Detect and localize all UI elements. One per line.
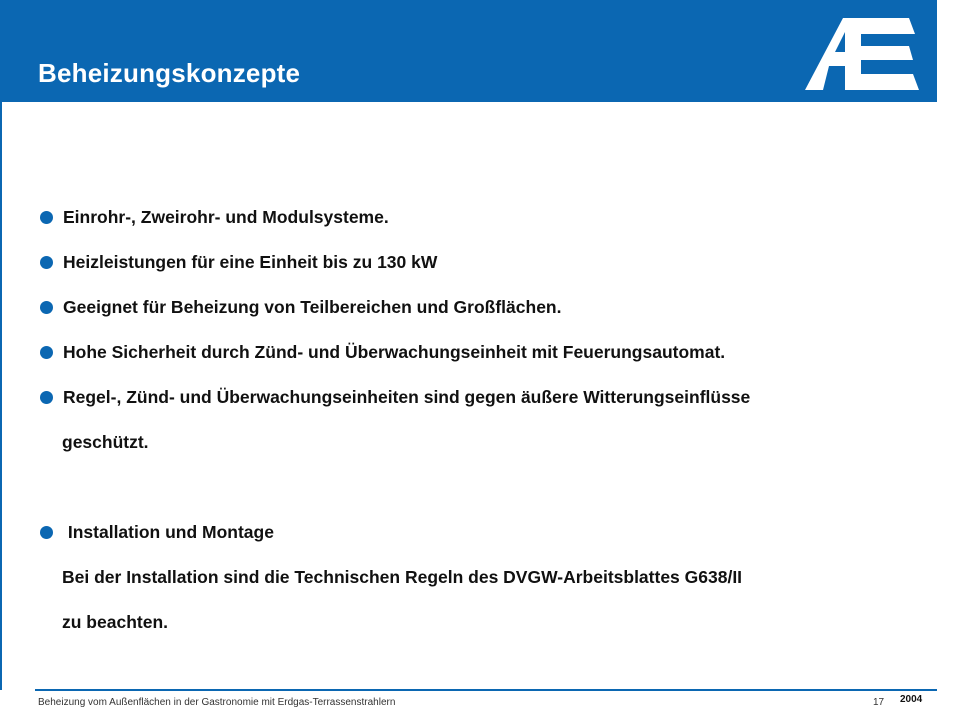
- bullet-continuation: Bei der Installation sind die Technischen Regeln des DVGW-Arbeitsblattes G638/II: [62, 567, 743, 587]
- footer-divider: [35, 689, 937, 691]
- bullet-item: Hohe Sicherheit durch Zünd- und Überwachungseinheit mit Feuerungsautomat.: [38, 330, 918, 375]
- footer-year: 2004: [900, 694, 923, 705]
- footer-caption: Beheizung vom Außenflächen in der Gastronomie mit Erdgas-Terrassenstrahlern: [38, 697, 396, 708]
- bullet-item: Installation und Montage: [38, 510, 918, 555]
- slide-title: Beheizungskonzepte: [38, 58, 301, 88]
- bullet-item: Heizleistungen für eine Einheit bis zu 130 kW: [38, 240, 918, 285]
- spacer: [38, 465, 918, 510]
- bullet-item: Geeignet für Beheizung von Teilbereichen und Großflächen.: [38, 285, 918, 330]
- bullet-item: Einrohr-, Zweirohr- und Modulsysteme.: [38, 195, 918, 240]
- left-border: [0, 102, 2, 690]
- bullet-dot-icon: [40, 211, 53, 224]
- company-logo-icon: [805, 18, 921, 90]
- bullet-continuation: geschützt.: [62, 432, 149, 452]
- bullet-dot-icon: [40, 391, 53, 404]
- page-number: 17: [873, 697, 885, 708]
- bullet-continuation: zu beachten.: [62, 612, 168, 632]
- bullet-dot-icon: [40, 526, 53, 539]
- bullet-dot-icon: [40, 301, 53, 314]
- bullet-item: Regel-, Zünd- und Überwachungseinheiten sind gegen äußere Witterungseinflüsse: [38, 375, 918, 420]
- bullet-list: [38, 195, 918, 645]
- bullet-dot-icon: [40, 346, 53, 359]
- bullet-dot-icon: [40, 256, 53, 269]
